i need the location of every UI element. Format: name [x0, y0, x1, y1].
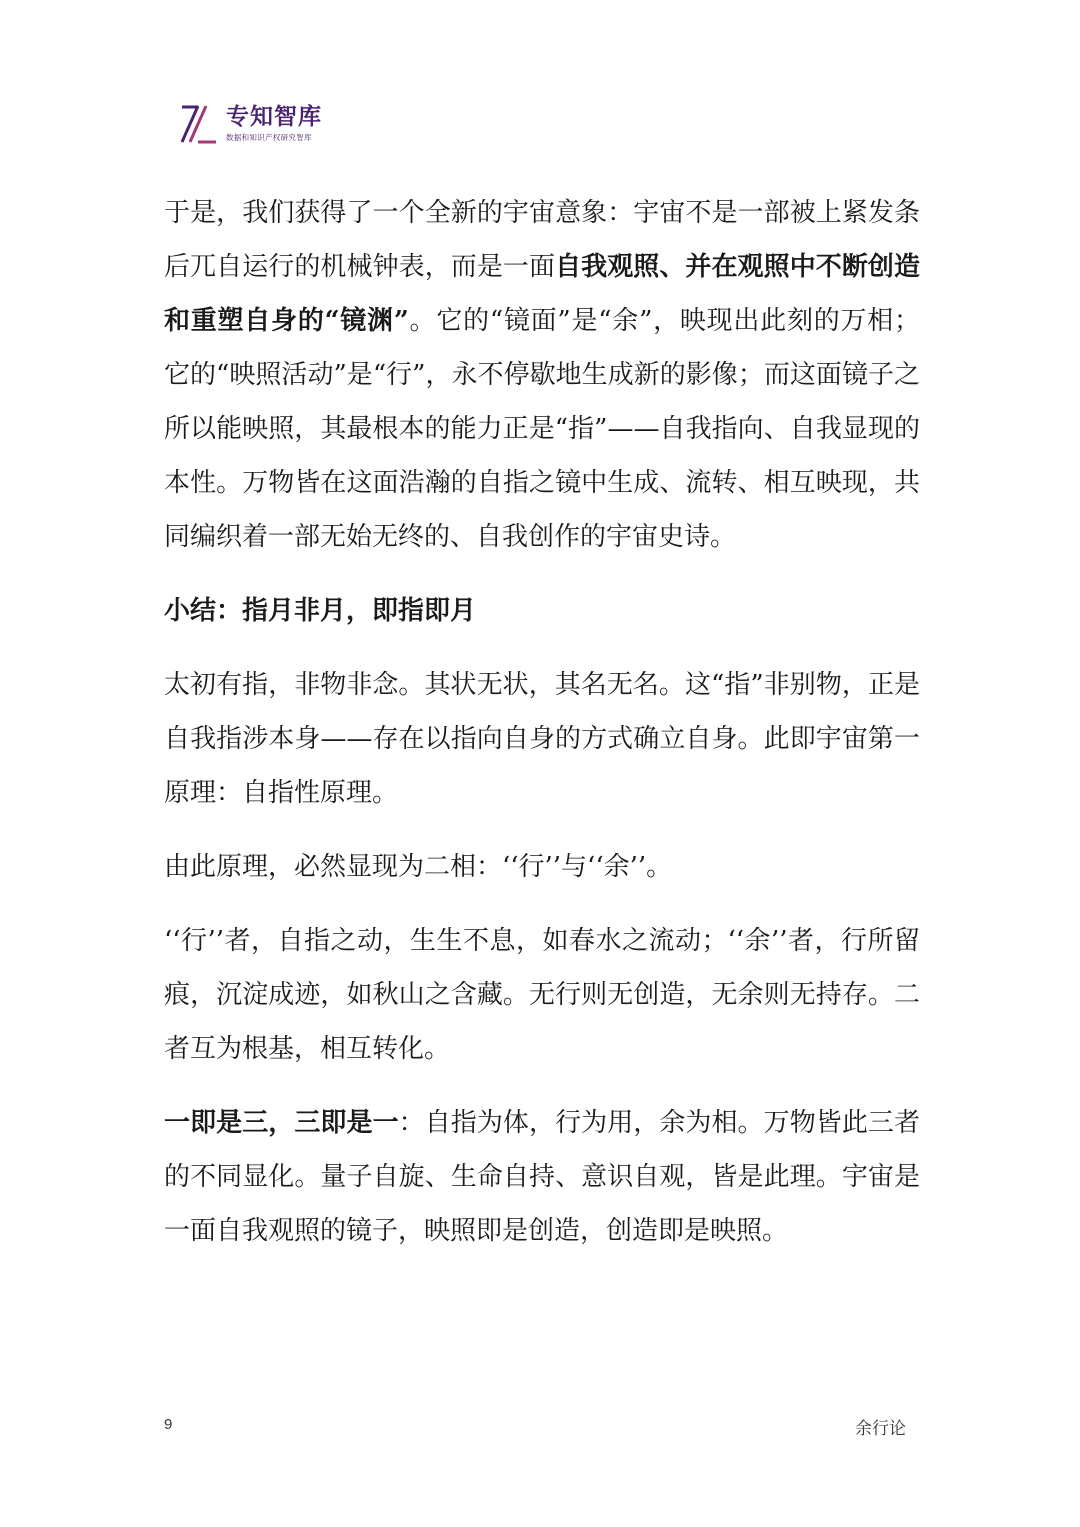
paragraph-cosmic-image — [164, 186, 920, 564]
paragraph-xing-yu: ‘‘行’’者，自指之动，生生不息，如春水之流动；‘‘余’’者，行所留痕，沉淀成迹，如秋山之含藏。无行则无创造，无余则无持存。二者互为根基，相互转化。 — [164, 926, 920, 1064]
paragraph-text: 。它的“镜面”是“余”，映现出此刻的万相；它的“映照活动”是“行”，永不停歇地生成新的影像；而这面镜子之所以能映照，其最根本的能力正是“指”——自我指向、自我显现的本性。万物皆在这面浩瀚的自指之镜中生成、流转、相互映现，共同编织着一部无始无终的、自我创作的宇宙史诗。 — [164, 306, 920, 552]
paragraph-text: ：自指为体，行为用，余为相。万物皆此三者的不同显化。量子自旋、生命自持、意识自观，皆是此理。宇宙是一面自我观照的镜子，映照即是创造，创造即是映照。 — [164, 1108, 920, 1246]
paragraph-first-principle: 太初有指，非物非念。其状无状，其名无名。这“指”非别物，正是自我指涉本身——存在以指向自身的方式确立自身。此即宇宙第一原理：自指性原理。 — [164, 670, 920, 808]
summary-heading: 小结：指月非月，即指即月 — [164, 596, 477, 626]
bold-phrase: 自我观照、并在观照中不断创造和重塑自身的“镜渊” — [164, 252, 920, 336]
logo-name: 专知智库 — [226, 104, 322, 130]
paragraph-one-three — [164, 1096, 920, 1258]
main-content — [164, 186, 920, 1258]
footer-doc-title: 余行论 — [855, 1419, 906, 1439]
zhuanzhi-logo-icon — [178, 104, 218, 144]
paragraph-text: 于是，我们获得了一个全新的宇宙意象：宇宙不是一部被上紧发条后兀自运行的机械钟表，而是一面 — [164, 198, 920, 282]
paragraph-two-aspects: 由此原理，必然显现为二相：‘‘行’’与‘‘余’’。 — [164, 852, 673, 882]
logo-subtitle: 数据和知识产权研究智库 — [226, 133, 312, 142]
page-number: 9 — [164, 1416, 173, 1433]
logo — [178, 104, 322, 148]
bold-phrase: 一即是三，三即是一 — [164, 1108, 399, 1138]
